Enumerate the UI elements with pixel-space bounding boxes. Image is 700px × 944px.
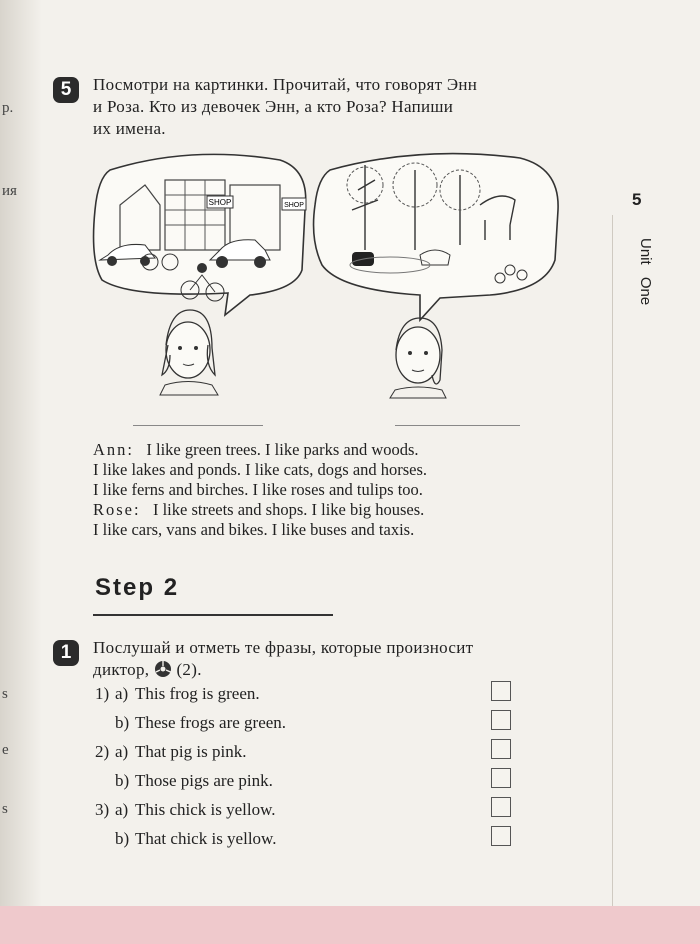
step-underline: [93, 614, 333, 616]
instruction-line: Посмотри на картинки. Прочитай, что говорят Энн: [93, 75, 478, 94]
speaker-rose: Rose:: [93, 500, 141, 519]
answer-checkbox[interactable]: [491, 826, 511, 846]
girl-ann-portrait: [160, 310, 218, 395]
name-answer-line-right[interactable]: [395, 425, 520, 426]
task-1-badge: 1: [53, 640, 79, 666]
dialogue-text: [93, 440, 593, 540]
shop-sign: SHOP: [208, 198, 232, 207]
margin-fragment: ия: [2, 183, 17, 199]
list-item: b) That chick is yellow.: [115, 829, 277, 848]
task-1-instruction: [93, 637, 473, 681]
unit-label: Unit One: [637, 238, 654, 306]
margin-fragment: s: [2, 686, 8, 702]
thought-bubbles-illustration: [90, 150, 600, 400]
name-answer-line-left[interactable]: [133, 425, 263, 426]
bottom-color-strip: [0, 906, 700, 944]
step-heading: Step 2: [95, 574, 180, 601]
margin-fragment: р.: [2, 100, 14, 116]
dialogue-line: Ann: I like green trees. I like parks and woods.: [93, 440, 419, 459]
dialogue-line: I like cars, vans and bikes. I like buses and taxis.: [93, 520, 415, 539]
instruction-line: Послушай и отметь те фразы, которые произносит: [93, 638, 474, 657]
list-item: b) These frogs are green.: [115, 713, 287, 732]
dialogue-line: I like lakes and ponds. I like cats, dogs and horses.: [93, 460, 428, 479]
task-5-instruction: [93, 74, 477, 140]
margin-rule: [612, 215, 613, 915]
audio-disc-icon: [154, 660, 172, 678]
page-number: 5: [632, 190, 642, 209]
shop-sign: SHOP: [284, 202, 304, 209]
girl-rose-portrait: [390, 318, 446, 398]
task-5-badge: 5: [53, 77, 79, 103]
list-item: 1) a) This frog is green.: [95, 684, 260, 703]
answer-checkbox[interactable]: [491, 768, 511, 788]
instruction-line: их имена.: [93, 119, 166, 138]
list-item: b) Those pigs are pink.: [115, 771, 273, 790]
margin-fragment: s: [2, 801, 8, 817]
margin-fragment: e: [2, 742, 9, 758]
dialogue-line: I like ferns and birches. I like roses and tulips too.: [93, 480, 423, 499]
list-item: 3) a) This chick is yellow.: [95, 800, 276, 819]
answer-checkbox[interactable]: [491, 739, 511, 759]
answer-checkbox[interactable]: [491, 710, 511, 730]
answer-checkbox[interactable]: [491, 797, 511, 817]
instruction-line: и Роза. Кто из девочек Энн, а кто Роза? Напиши: [93, 97, 454, 116]
nature-bubble: [314, 154, 559, 320]
city-bubble: [94, 154, 306, 315]
instruction-line: диктор, (2).: [93, 660, 202, 679]
speaker-ann: Ann:: [93, 440, 134, 459]
answer-checkbox[interactable]: [491, 681, 511, 701]
list-item: 2) a) That pig is pink.: [95, 742, 247, 761]
dialogue-line: Rose: I like streets and shops. I like big houses.: [93, 500, 425, 519]
